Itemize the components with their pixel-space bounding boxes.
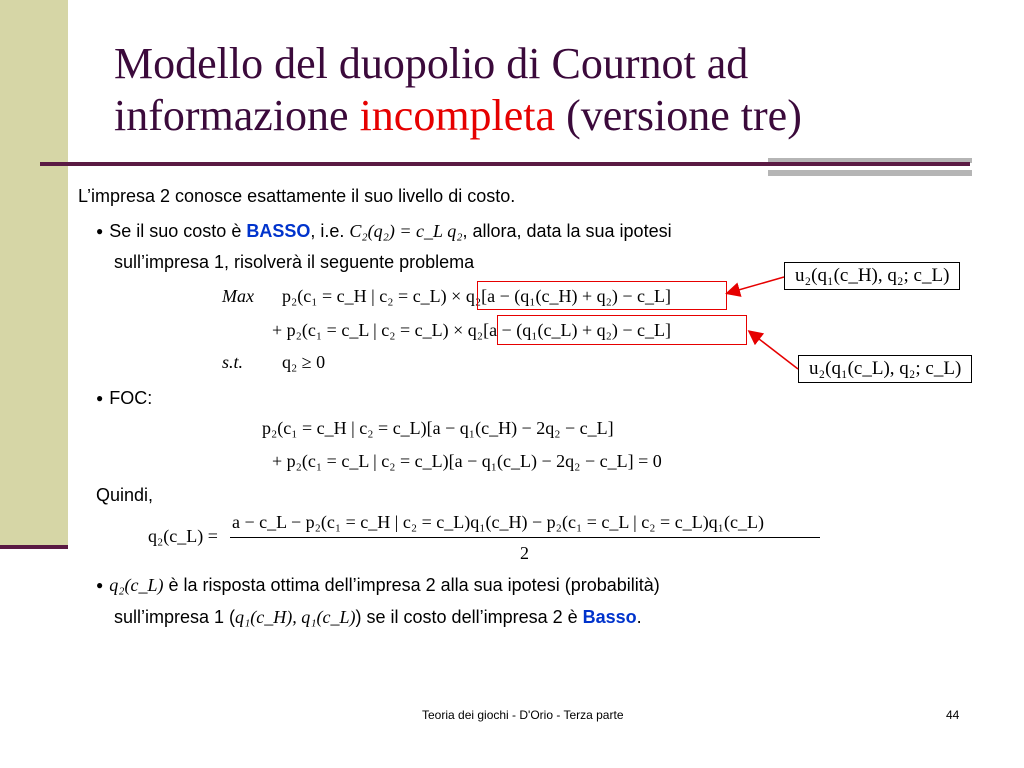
foc-label: FOC:	[109, 388, 153, 408]
max-label: Max	[222, 286, 254, 306]
problem-row1: p₂(c₁ = c_H | c₂ = c_L) × q₂[a − (q₁(c_H) + q₂) − c_L]	[282, 286, 672, 306]
title-highlight: incompleta	[359, 91, 556, 140]
page-number: 44	[946, 708, 960, 722]
title-line2-prefix: informazione	[114, 91, 360, 140]
bullet2-line2	[114, 606, 642, 628]
sidebar-underline	[0, 545, 68, 549]
bullet2-text: è la risposta ottima dell’impresa 2 alla sua ipotesi (probabilità)	[163, 575, 660, 595]
bullet1-suffix: , allora, data la sua ipotesi	[462, 221, 672, 241]
best-response-formula: q₂(c_L)	[109, 575, 164, 595]
solution-lhs: q₂(c_L) =	[148, 526, 218, 546]
title-rule-grey-bottom	[768, 170, 972, 176]
bullet1-line2: sull’impresa 1, risolverà il seguente problema	[114, 252, 475, 272]
bullet-dot: ●	[96, 391, 104, 405]
sidebar-decoration	[0, 0, 68, 545]
foc-row1: p₂(c₁ = c_H | c₂ = c_L)[a − q₁(c_H) − 2q₂ − c_L]	[262, 418, 614, 438]
foc-bullet	[96, 387, 152, 411]
foc-row2: + p₂(c₁ = c_L | c₂ = c_L)[a − q₁(c_L) − 2q₂ − c_L] = 0	[272, 451, 662, 471]
intro-text: L’impresa 2 conosce esattamente il suo livello di costo.	[78, 186, 516, 206]
cost-formula: C₂(q₂) = c_L q₂	[349, 221, 463, 241]
arrow-bottom	[750, 332, 798, 369]
slide-title	[114, 38, 802, 142]
footer-text: Teoria dei giochi - D'Orio - Terza parte	[422, 708, 624, 722]
highlight-box-2	[497, 315, 747, 345]
beliefs-formula: q₁(c_H), q₁(c_L)	[235, 607, 356, 627]
bullet-1	[96, 220, 672, 244]
solution-numerator: a − c_L − p₂(c₁ = c_H | c₂ = c_L)q₁(c_H) − p₂(c₁ = c_L | c₂ = c_L)q₁(c_L)	[232, 512, 764, 532]
highlight-box-1	[477, 281, 727, 310]
st-label: s.t.	[222, 352, 244, 372]
callout-utility-low: u₂(q₁(c_L), q₂; c_L)	[798, 355, 972, 383]
bullet-2	[96, 574, 660, 598]
basso-emph-2: Basso	[582, 607, 637, 627]
bullet1-mid: , i.e.	[310, 221, 350, 241]
bullet-dot: ●	[96, 224, 104, 238]
title-line2-suffix: (versione tre)	[555, 91, 802, 140]
bullet1-prefix: Se il suo costo è	[109, 221, 247, 241]
fraction-bar	[230, 537, 820, 538]
title-rule	[40, 162, 970, 166]
basso-emph: BASSO	[246, 221, 311, 241]
callout-utility-high: u₂(q₁(c_H), q₂; c_L)	[784, 262, 960, 290]
problem-row2: + p₂(c₁ = c_L | c₂ = c_L) × q₂[a − (q₁(c_L) + q₂) − c_L]	[272, 320, 672, 340]
bullet2-line2-mid: ) se il costo dell’impresa 2 è	[355, 607, 583, 627]
constraint: q₂ ≥ 0	[282, 352, 326, 372]
bullet-dot: ●	[96, 578, 104, 592]
bullet2-line2-prefix: sull’impresa 1 (	[114, 607, 236, 627]
solution-denominator: 2	[520, 543, 529, 563]
title-line1: Modello del duopolio di Cournot ad	[114, 39, 749, 88]
arrow-top	[728, 277, 784, 293]
quindi-text: Quindi,	[96, 485, 154, 505]
bullet2-end: .	[636, 607, 642, 627]
